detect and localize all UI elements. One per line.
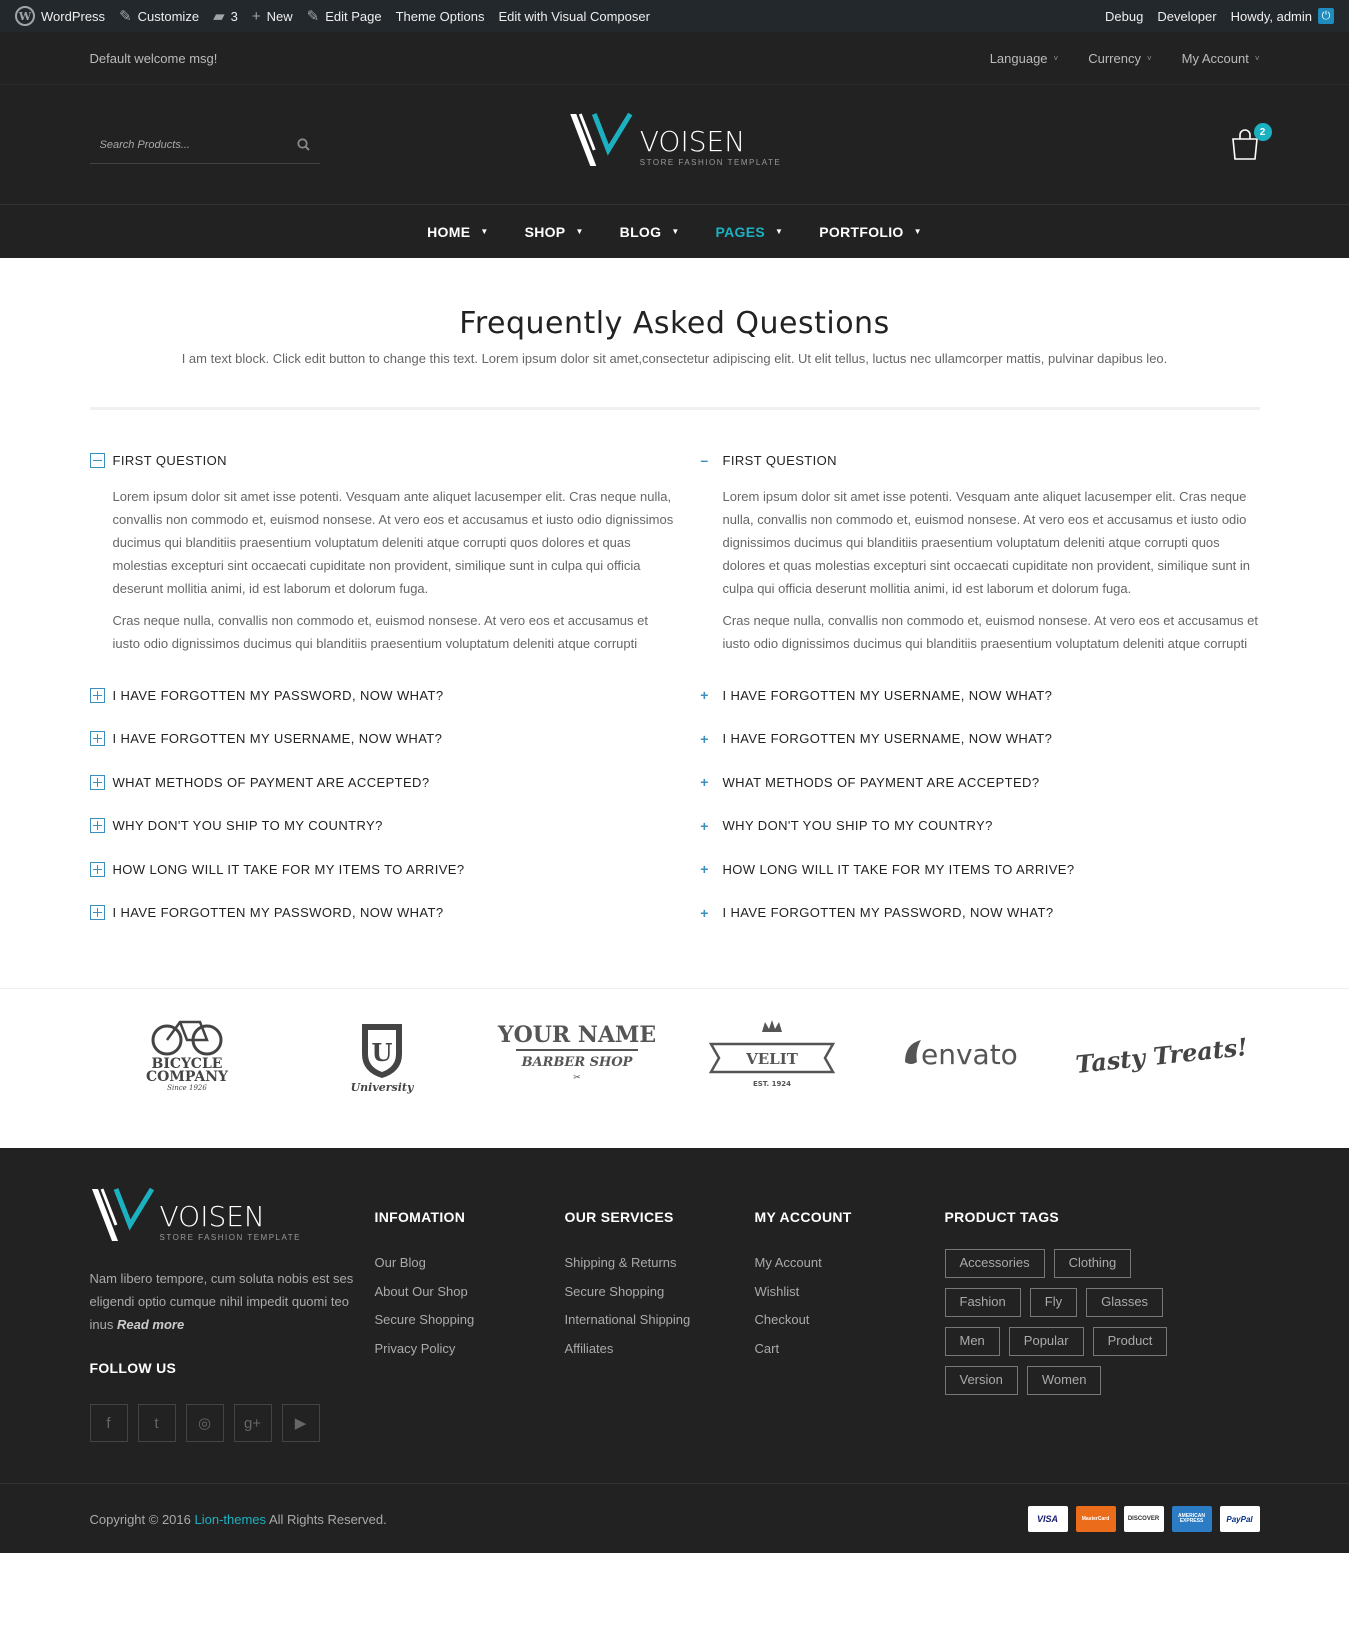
language-dropdown[interactable]: Language ˅: [989, 51, 1059, 66]
brand-text: YOUR NAME: [497, 1022, 657, 1048]
admin-debug[interactable]: Debug: [1105, 8, 1144, 24]
tag-product[interactable]: Product: [1093, 1327, 1168, 1356]
plus-icon: +: [700, 687, 709, 703]
amex-icon: AMERICAN EXPRESS: [1172, 1506, 1212, 1532]
admin-developer[interactable]: Developer: [1157, 8, 1217, 24]
nav-pages[interactable]: PAGES ▼: [715, 223, 784, 240]
brand-name: VOISEN: [159, 1199, 265, 1233]
brand-logo-barber[interactable]: [497, 1014, 657, 1094]
brand-text: Since 1926: [167, 1084, 207, 1092]
caret-down-icon: ▼: [480, 227, 489, 236]
brand-logo-bicycle[interactable]: [122, 1014, 252, 1094]
footer-heading: MY ACCOUNT: [754, 1209, 852, 1225]
brand-text: University: [350, 1081, 414, 1094]
mastercard-icon: MasterCard: [1076, 1506, 1116, 1532]
faq-answer: Lorem ipsum dolor sit amet isse potenti. Vesquam ante aliquet lacusemper elit. Cras neque nulla, convallis non commodo et, euismod nonsese. At vero eos et accusamus et iusto odio dignissimos ducimus qui blanditiis praesentium voluptatum deleniti atque corrupti quos dolores et quas molestias excepturi sint occaecati cupiditate non provident, similique sunt in culpa qui officia deserunt mollitia animi, id est laborum et dolorum fuga. Cras neque nulla, convallis non commodo et, euismod nonsese. At vero eos et accusamus et iusto odio dignissimos ducimus qui blanditiis praesentium voluptatum deleniti atque corrupti: [112, 489, 674, 651]
caret-down-icon: ▼: [775, 227, 784, 236]
admin-wordpress[interactable]: W WordPress: [8, 0, 112, 32]
brand-logo-tasty[interactable]: [1074, 1014, 1250, 1094]
tag-men[interactable]: Men: [945, 1327, 1000, 1356]
paypal-icon: PayPal: [1220, 1506, 1260, 1532]
faq-accordion-right: [700, 449, 1260, 945]
faq-question[interactable]: I HAVE FORGOTTEN MY USERNAME, NOW WHAT?: [90, 728, 675, 750]
admin-visual-composer[interactable]: Edit with Visual Composer: [498, 8, 650, 24]
plus-box-icon: [90, 905, 105, 920]
brand-text: U: [371, 1038, 393, 1067]
faq-question[interactable]: + WHY DON'T YOU SHIP TO MY COUNTRY?: [700, 817, 993, 834]
scissors-icon: ✂: [573, 1072, 581, 1082]
footer-heading: PRODUCT TAGS: [944, 1209, 1060, 1225]
brand-tagline: STORE FASHION TEMPLATE: [159, 1232, 301, 1242]
footer-link[interactable]: My Account: [754, 1255, 822, 1270]
youtube-icon[interactable]: ▶: [282, 1404, 320, 1442]
search-input[interactable]: [100, 139, 270, 151]
footer-link[interactable]: Checkout: [754, 1312, 810, 1327]
payment-methods: [1028, 1506, 1260, 1532]
discover-icon: DISCOVER: [1124, 1506, 1164, 1532]
footer-link[interactable]: Shipping & Returns: [564, 1255, 677, 1270]
tag-version[interactable]: Version: [945, 1366, 1018, 1395]
footer-about: [90, 1185, 375, 1442]
plus-icon: +: [700, 730, 709, 747]
chevron-down-icon: ˅: [1053, 54, 1059, 63]
facebook-icon[interactable]: f: [90, 1404, 128, 1442]
faq-question[interactable]: WHAT METHODS OF PAYMENT ARE ACCEPTED?: [90, 771, 675, 793]
welcome-message: Default welcome msg!: [89, 51, 218, 66]
caret-down-icon: ▼: [671, 227, 680, 236]
plus-box-icon: [90, 688, 105, 703]
wordpress-icon: W: [15, 6, 35, 26]
plus-icon: +: [700, 817, 709, 834]
visa-icon: VISA: [1028, 1506, 1068, 1532]
footer-bottom: [0, 1483, 1349, 1553]
admin-bar: [0, 0, 1349, 32]
faq-question[interactable]: + WHAT METHODS OF PAYMENT ARE ACCEPTED?: [700, 774, 1040, 790]
faq-question[interactable]: WHY DON'T YOU SHIP TO MY COUNTRY?: [90, 815, 675, 837]
admin-theme-options[interactable]: Theme Options: [395, 8, 485, 24]
footer-link[interactable]: Affiliates: [564, 1340, 614, 1356]
footer-link[interactable]: Wishlist: [754, 1283, 800, 1299]
footer-link[interactable]: Our Blog: [374, 1255, 426, 1270]
faq-answer: Lorem ipsum dolor sit amet isse potenti. Vesquam ante aliquet lacusemper elit. Cras neque nulla, convallis non commodo et, euismod nonsese. At vero eos et accusamus et iusto odio dignissimos ducimus qui blanditiis praesentium voluptatum deleniti atque corrupti quos dolores et quas molestias excepturi sint occaecati cupiditate non provident, similique sunt in culpa qui officia deserunt mollitia animi, id est laborum et dolorum fuga. Cras neque nulla, convallis non commodo et, euismod nonsese. At vero eos et accusamus et iusto odio dignissimos ducimus qui blanditiis praesentium voluptatum deleniti atque corrupti: [722, 489, 1258, 651]
faq-question[interactable]: + I HAVE FORGOTTEN MY USERNAME, NOW WHAT?: [700, 687, 1053, 703]
footer-services: [565, 1185, 755, 1442]
pencil-icon: ✎: [306, 7, 320, 25]
faq-question[interactable]: + I HAVE FORGOTTEN MY PASSWORD, NOW WHAT?: [700, 904, 1054, 921]
brand-logo-velit[interactable]: [707, 1014, 837, 1094]
footer-heading: OUR SERVICES: [564, 1209, 674, 1225]
footer-link[interactable]: Privacy Policy: [374, 1340, 456, 1356]
tag-popular[interactable]: Popular: [1009, 1327, 1084, 1356]
footer-about-text: Nam libero tempore, cum soluta nobis est ses eligendi optio cumque nihil impedit quomi teo inus Read more: [89, 1271, 354, 1332]
chevron-down-icon: ˅: [1254, 54, 1260, 63]
footer-link[interactable]: Secure Shopping: [374, 1312, 475, 1327]
footer-link[interactable]: International Shipping: [564, 1312, 691, 1327]
power-icon: ⏻: [1318, 8, 1334, 24]
plus-icon: +: [700, 774, 709, 790]
voisen-logo-mark: [568, 110, 636, 170]
footer-link[interactable]: Secure Shopping: [564, 1283, 665, 1299]
plus-box-icon: [90, 775, 105, 790]
twitter-icon[interactable]: t: [138, 1404, 176, 1442]
admin-new[interactable]: + New: [251, 7, 293, 25]
tag-accessories[interactable]: Accessories: [945, 1249, 1045, 1278]
faq-question[interactable]: HOW LONG WILL IT TAKE FOR MY ITEMS TO ARRIVE?: [90, 858, 675, 880]
voisen-logo-mark: [90, 1185, 158, 1245]
faq-question[interactable]: I HAVE FORGOTTEN MY PASSWORD, NOW WHAT?: [90, 902, 675, 924]
main-content: [0, 258, 1349, 1148]
page-title: Frequently Asked Questions: [459, 306, 890, 341]
faq-question[interactable]: + HOW LONG WILL IT TAKE FOR MY ITEMS TO ARRIVE?: [700, 861, 1075, 877]
copyright: Copyright © 2016 Lion-themes All Rights Reserved.: [89, 1511, 387, 1527]
cart-count-badge: 2: [1254, 123, 1272, 141]
brush-icon: ✎: [119, 7, 132, 25]
tag-women[interactable]: Women: [1027, 1366, 1102, 1395]
section-divider: [90, 407, 1260, 410]
faq-question[interactable]: + I HAVE FORGOTTEN MY USERNAME, NOW WHAT?: [700, 730, 1053, 747]
nav-home[interactable]: HOME ▼: [427, 223, 489, 240]
footer-link[interactable]: About Our Shop: [374, 1283, 468, 1299]
cart-button[interactable]: [1230, 126, 1266, 161]
plus-box-icon: [90, 731, 105, 746]
brand-logos: [0, 988, 1349, 1148]
plus-icon: +: [700, 861, 709, 877]
main-nav: [0, 205, 1349, 258]
brand-text: Tasty Treats!: [1074, 1032, 1250, 1079]
brand-text: envato: [921, 1038, 1018, 1071]
brand-text: VELIT: [746, 1050, 798, 1068]
brand-logo-envato[interactable]: [902, 1014, 1032, 1094]
plus-icon: +: [251, 7, 261, 25]
site-footer: [0, 1148, 1349, 1483]
tag-fly[interactable]: Fly: [1030, 1288, 1077, 1317]
google-plus-icon[interactable]: g+: [234, 1404, 272, 1442]
faq-accordion-left: [90, 449, 675, 945]
search-icon[interactable]: [297, 138, 310, 151]
tag-glasses[interactable]: Glasses: [1086, 1288, 1163, 1317]
currency-dropdown[interactable]: Currency ˅: [1088, 51, 1152, 66]
admin-comments[interactable]: ▰ 3: [213, 7, 238, 25]
read-more-link[interactable]: Read more: [116, 1317, 185, 1332]
footer-account: [755, 1185, 945, 1442]
top-bar: [0, 32, 1349, 85]
brand-logo-university[interactable]: [317, 1014, 447, 1094]
nav-shop[interactable]: SHOP ▼: [524, 223, 584, 240]
intro-text: I am text block. Click edit button to change this text. Lorem ipsum dolor sit amet,consectetur adipiscing elit. Ut elit tellus, luctus nec ullamcorper mattis, pulvinar dapibus leo.: [181, 351, 1168, 366]
admin-edit-page[interactable]: ✎ Edit Page: [306, 7, 382, 25]
footer-information: [375, 1185, 565, 1442]
footer-product-tags: [945, 1185, 1175, 1442]
tag-fashion[interactable]: Fashion: [945, 1288, 1021, 1317]
footer-heading: INFOMATION: [374, 1209, 466, 1225]
faq-question-open[interactable]: FIRST QUESTION: [90, 449, 675, 471]
admin-howdy[interactable]: Howdy, admin ⏻: [1224, 0, 1341, 32]
nav-blog[interactable]: BLOG ▼: [619, 223, 680, 240]
brand-text: BICYCLE: [151, 1056, 223, 1072]
comment-icon: ▰: [213, 7, 225, 25]
nav-portfolio[interactable]: PORTFOLIO ▼: [819, 223, 922, 240]
brand-text: EST. 1924: [752, 1080, 792, 1088]
site-header: [0, 85, 1349, 205]
footer-logo[interactable]: [90, 1185, 375, 1245]
plus-box-icon: [90, 862, 105, 877]
product-search: [90, 126, 320, 164]
site-logo[interactable]: [568, 110, 781, 170]
caret-down-icon: ▼: [913, 227, 922, 236]
footer-link[interactable]: Cart: [754, 1340, 780, 1356]
plus-box-icon: [90, 818, 105, 833]
caret-down-icon: ▼: [575, 227, 584, 236]
tag-clothing[interactable]: Clothing: [1054, 1249, 1132, 1278]
plus-icon: +: [700, 904, 709, 921]
admin-customize[interactable]: ✎ Customize: [119, 7, 200, 25]
follow-us-heading: FOLLOW US: [89, 1360, 177, 1376]
account-dropdown[interactable]: My Account ˅: [1181, 51, 1260, 66]
instagram-icon[interactable]: ◎: [186, 1404, 224, 1442]
brand-text: COMPANY: [146, 1069, 228, 1085]
faq-question-open[interactable]: – FIRST QUESTION: [700, 452, 837, 468]
brand-text: BARBER SHOP: [521, 1055, 633, 1070]
company-link[interactable]: Lion-themes: [194, 1511, 267, 1527]
minus-icon: –: [700, 452, 709, 468]
minus-box-icon: [90, 453, 105, 468]
brand-name: VOISEN: [639, 124, 746, 158]
faq-question[interactable]: I HAVE FORGOTTEN MY PASSWORD, NOW WHAT?: [90, 684, 675, 706]
chevron-down-icon: ˅: [1146, 54, 1152, 63]
brand-tagline: STORE FASHION TEMPLATE: [639, 157, 782, 167]
